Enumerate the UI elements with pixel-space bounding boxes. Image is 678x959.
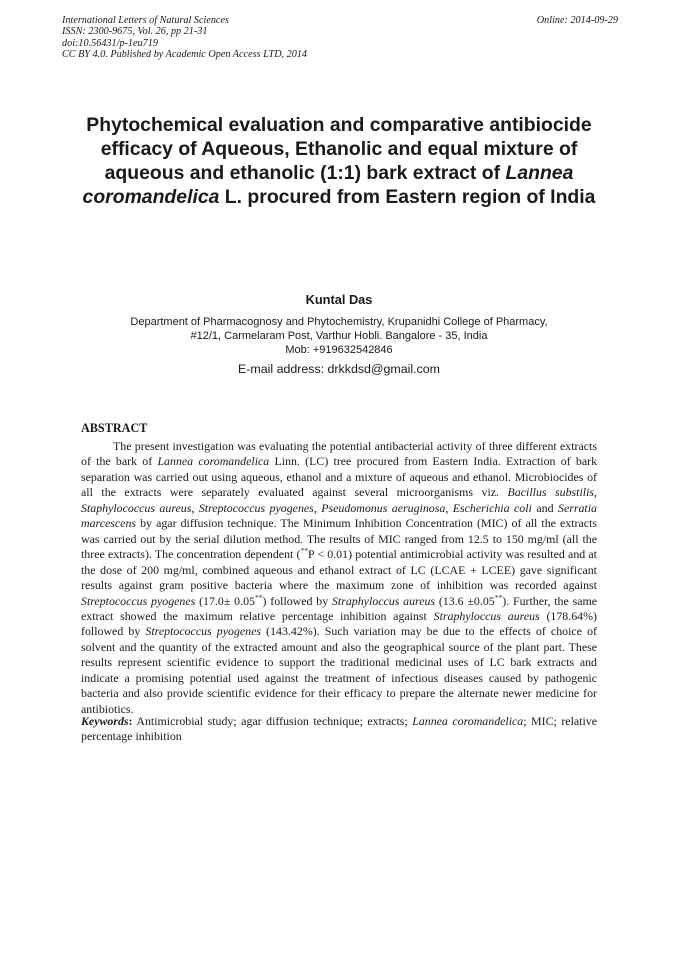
text-run: (143.42%). Such variation may be due to the effects of choice of solvent and the quantity of the extracted amount and also the geographical source of the plant part. These results represent scientific evidence to support the traditional medicinal uses of LC bark extracts and indicate a promising potential used against the treatment of infectious diseases caused by pathogenic bacteria and also provide scientific evidence for their efficacy to prepare the alternate newer medicine for antibiotics. bbox=[81, 624, 597, 716]
significance-marker: ** bbox=[494, 592, 503, 602]
text-run: (13.6 ±0.05 bbox=[435, 593, 495, 608]
text-run: by agar diffusion technique. The Minimum Inhibition Concentration (MIC) of all the extracts was carried out by the serial dilution method. The results of MIC ranged from 12.5 to 150 mg/ml (all the three extracts). The concentration dependent ( bbox=[81, 516, 597, 562]
journal-name: International Letters of Natural Sciences bbox=[62, 15, 229, 26]
italic-term: Straphyloccus aureus bbox=[331, 593, 436, 608]
journal-issn: ISSN: 2300-9675, Vol. 26, pp 21-31 bbox=[62, 26, 208, 38]
online-date: Online: 2014-09-29 bbox=[536, 15, 618, 26]
italic-term: Staphylococcus aureus bbox=[81, 500, 192, 515]
italic-term: Escherichia coli bbox=[452, 500, 532, 515]
author-affiliation bbox=[0, 315, 678, 358]
author-email: E-mail address: drkkdsd@gmail.com bbox=[238, 362, 440, 376]
text-run: (17.0± 0.05 bbox=[195, 593, 255, 608]
keywords-label: Keywords bbox=[81, 714, 129, 728]
italic-term: Serratia marcescens bbox=[81, 500, 597, 531]
text-run: , bbox=[313, 500, 322, 515]
author-name: Kuntal Das bbox=[305, 292, 373, 307]
paper-title bbox=[60, 113, 618, 209]
text-run: Linn. (LC) tree procured from Eastern India. Extraction of bark separation was carried out using aqueous, ethanol and a mixture of aqueous and ethanol. Microbiocides of all the extracts were separately evaluated against several microorganisms viz. bbox=[81, 454, 598, 500]
italic-term: Streptococcus pyogenes bbox=[198, 500, 314, 515]
journal-header bbox=[62, 15, 618, 61]
italic-term: Bacillus substilis bbox=[507, 485, 595, 500]
affiliation-line-2: #12/1, Carmelaram Post, Varthur Hobli. Bangalore - 35, India bbox=[190, 330, 488, 343]
significance-marker: ** bbox=[254, 592, 263, 602]
text-run: (178.64%) followed by bbox=[81, 608, 597, 639]
abstract-heading: ABSTRACT bbox=[81, 421, 148, 435]
affiliation-line-1: Department of Pharmacognosy and Phytochemistry, Krupanidhi College of Pharmacy, bbox=[130, 316, 548, 328]
text-run: , bbox=[445, 500, 453, 515]
text-run: and bbox=[531, 500, 558, 515]
keywords-colon: : bbox=[128, 714, 133, 728]
italic-term: Lannea coromandelica bbox=[412, 714, 524, 728]
title-species: Lannea coromandelica bbox=[82, 162, 574, 208]
text-run: , bbox=[594, 485, 597, 500]
abstract-body bbox=[81, 439, 597, 717]
italic-term: Streptococcus pyogenes bbox=[81, 593, 196, 608]
text-run: Antimicrobial study; agar diffusion technique; extracts; bbox=[132, 714, 413, 728]
keywords-paragraph bbox=[81, 714, 597, 745]
significance-marker: ** bbox=[300, 546, 308, 556]
journal-doi: doi:10.56431/p-1eu719 bbox=[62, 37, 158, 49]
italic-term: Lannea coromandelica bbox=[157, 454, 270, 469]
italic-term: Pseudomonus aeruginosa bbox=[321, 500, 446, 515]
text-run: ) followed by bbox=[262, 593, 332, 608]
journal-license: CC BY 4.0. Published by Academic Open Access LTD, 2014 bbox=[62, 49, 308, 61]
title-part-2: L. procured from Eastern region of India bbox=[219, 186, 596, 208]
affiliation-line-3: Mob: +919632542846 bbox=[285, 344, 393, 357]
text-run: P < 0.01) potential antimicrobial activity was resulted and at the dose of 200 mg/ml, combined aqueous and ethanol extract of LC (LCAE + LCEE) gave significant results against gram positive bacteria where the maximum zone of inhibition was recorded against bbox=[81, 547, 597, 593]
italic-term: Straphyloccus aureus bbox=[433, 608, 540, 623]
title-part-1: Phytochemical evaluation and comparative antibiocide efficacy of Aqueous, Ethanolic and equal mixture of aqueous and ethanolic (1:1) bark extract of bbox=[86, 114, 592, 184]
text-run: The present investigation was evaluating the potential antibacterial activity of three different extracts of the bark of bbox=[81, 439, 597, 469]
italic-term: Streptococcus pyogenes bbox=[145, 624, 262, 639]
text-run: , bbox=[191, 500, 199, 515]
text-run: ; MIC; relative percentage inhibition bbox=[81, 714, 597, 744]
text-run: ). Further, the same extract showed the maximum relative percentage inhibition against bbox=[81, 593, 597, 623]
